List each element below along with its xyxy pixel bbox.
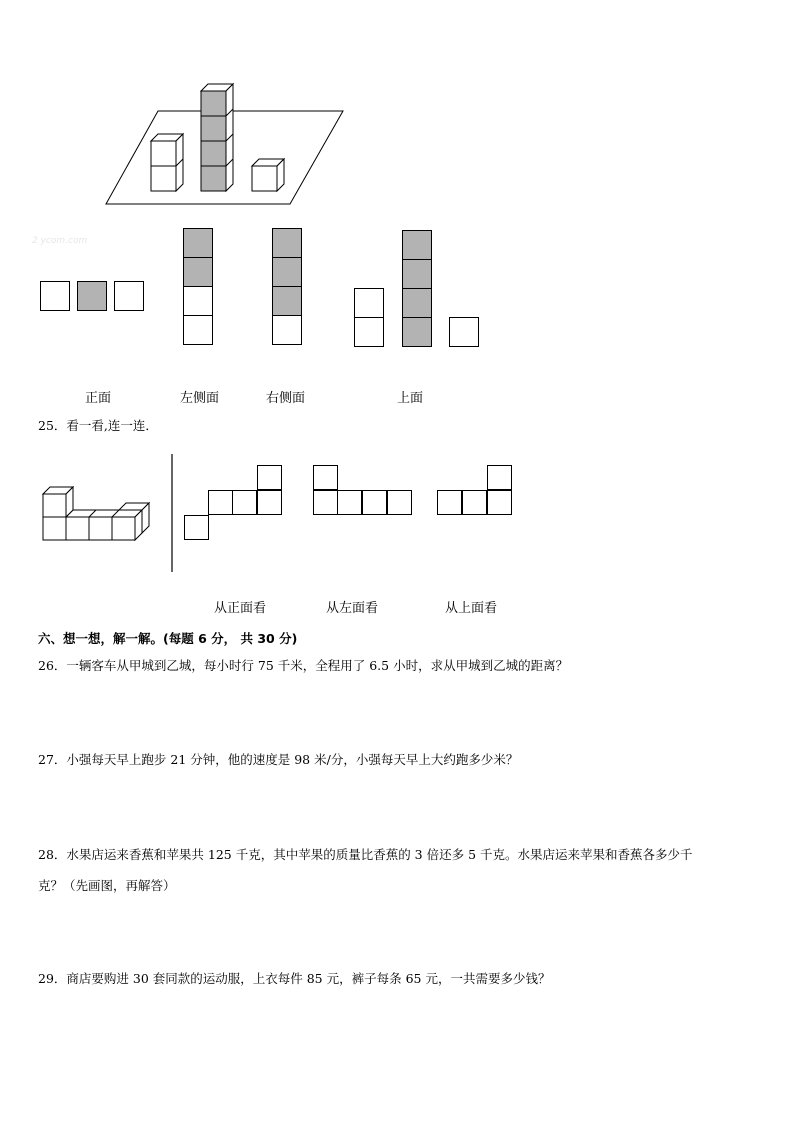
label-from-front: 从正面看 [214, 601, 267, 616]
label-from-left: 从左面看 [326, 601, 379, 616]
section-6-title: 六、想一想，解一解。(每题 6 分， 共 30 分) [38, 631, 298, 646]
label-right-side: 右侧面 [266, 391, 306, 406]
q24-3d-cube-figure [0, 0, 794, 220]
question-26: 26．一辆客车从甲城到乙城，每小时行 75 千米，全程用了 6.5 小时，求从甲城到乙城的距离？ [38, 658, 569, 673]
question-27: 27．小强每天早上跑步 21 分钟，他的速度是 98 米/分，小强每天早上大约跑多少米？ [38, 752, 519, 767]
label-top: 上面 [397, 391, 424, 406]
label-left-side: 左侧面 [180, 391, 220, 406]
label-front: 正面 [85, 391, 112, 406]
question-29: 29．商店要购进 30 套同款的运动服，上衣每件 85 元，裤子每条 65 元，一共需要多少钱？ [38, 971, 551, 986]
label-from-top: 从上面看 [445, 601, 498, 616]
question-25-title: 25．看一看,连一连． [38, 418, 158, 433]
watermark: 2 ycom.com [32, 236, 88, 246]
q25-3d-figure [0, 450, 200, 590]
question-28-line-2: 克？（先画图，再解答） [38, 878, 176, 893]
question-28-line-1: 28．水果店运来香蕉和苹果共 125 千克，其中苹果的质量比香蕉的 3 倍还多 5 千克。水果店运来苹果和香蕉各多少千 [38, 847, 693, 862]
